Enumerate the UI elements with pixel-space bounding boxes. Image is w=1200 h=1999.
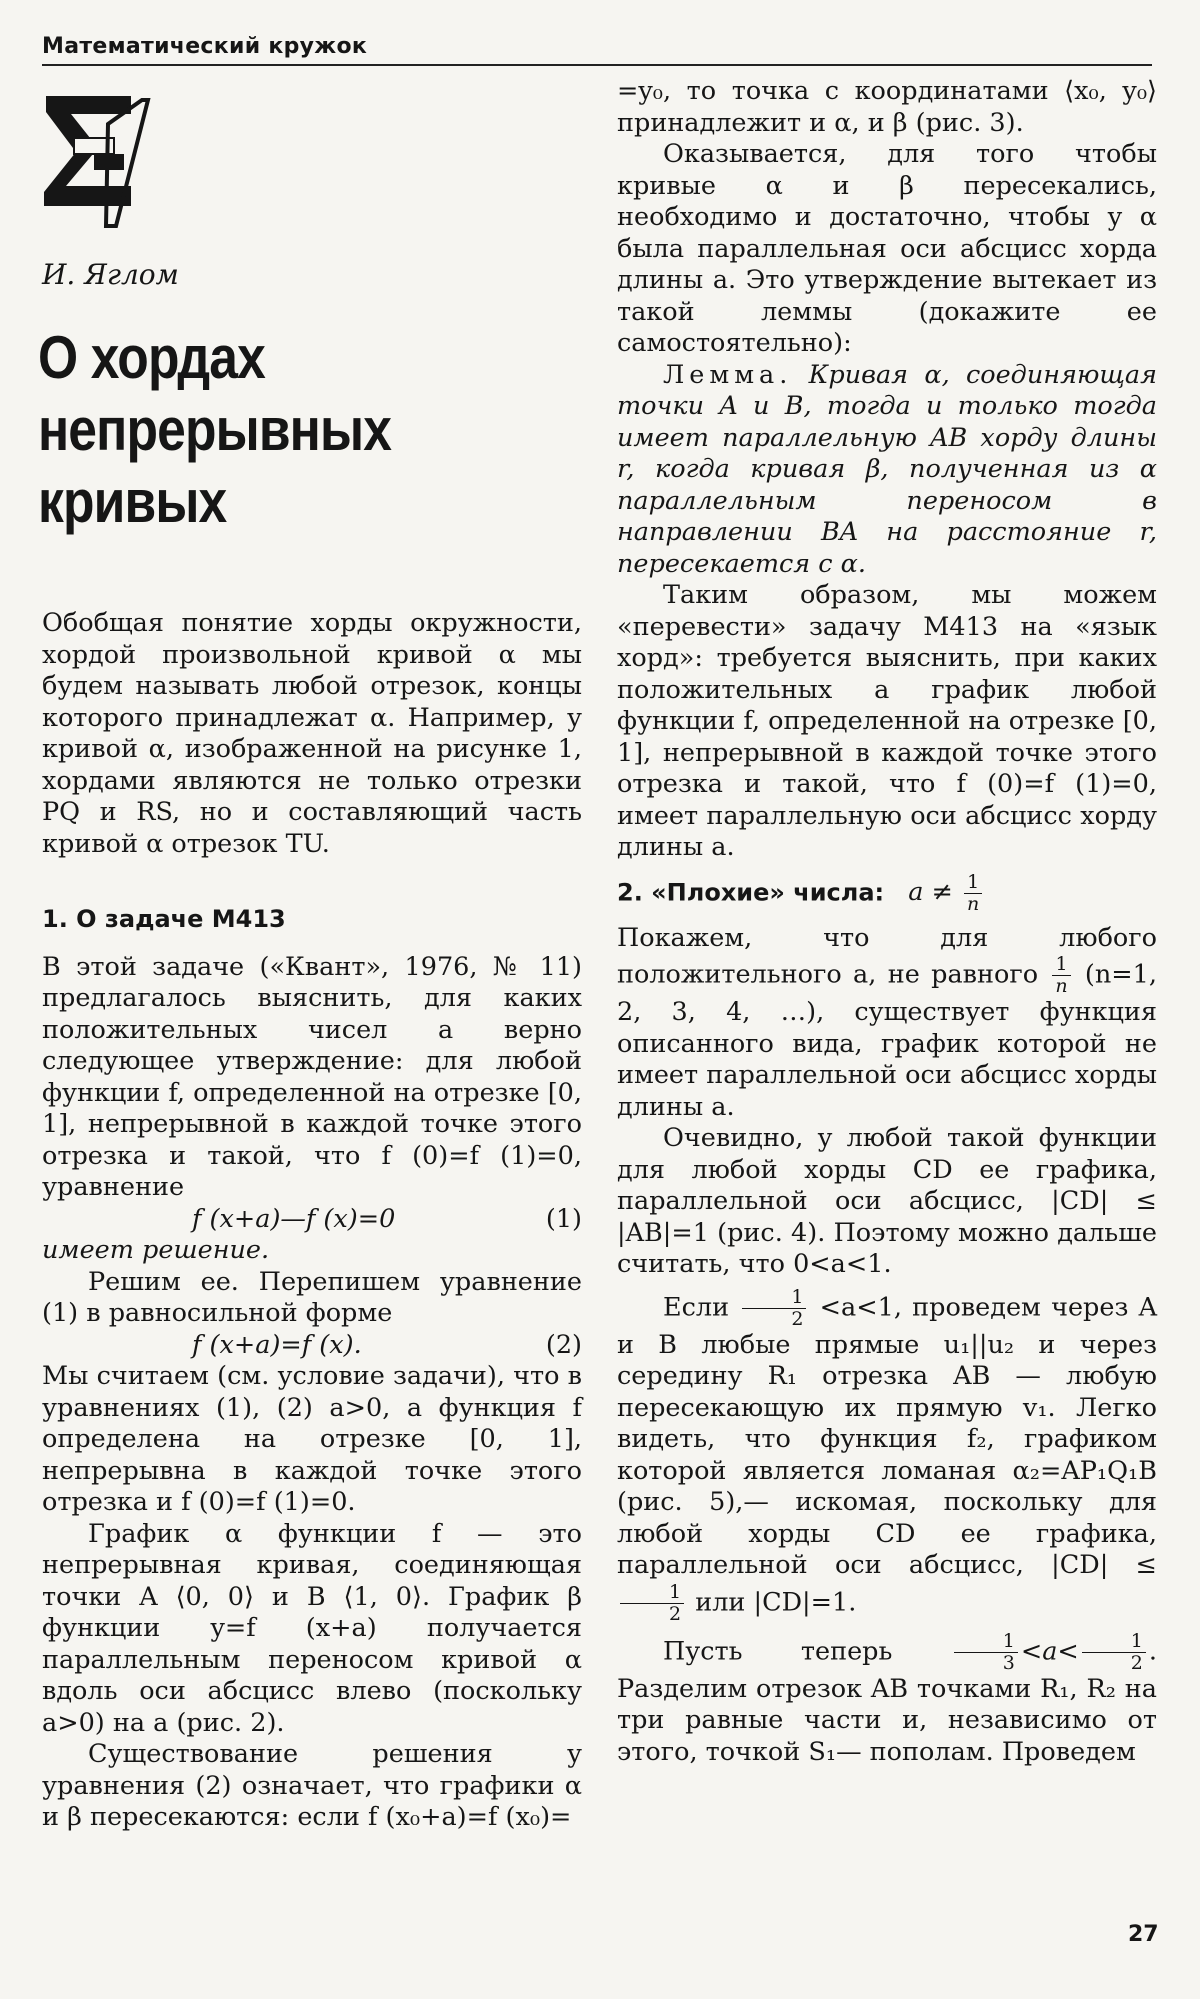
paragraph: имеет решение. [42, 1235, 270, 1265]
paragraph: Мы считаем (см. условие задачи), что в уравнениях (1), (2) a>0, а функция f определена на отрезке [0, 1], непрерывна в каждой точке этого отрезка и f (0)=f (1)=0. [42, 1361, 582, 1517]
lemma-label: Лемма. [663, 359, 793, 390]
formula-2: f (x+a)=f (x). (2) [192, 1329, 582, 1360]
article-title [38, 322, 391, 538]
right-column [617, 76, 1157, 1768]
left-column [42, 608, 582, 1834]
paragraph: В этой задаче («Квант», 1976, № 11) предлагалось выяснить, для каких положительных чисел a верно следующее утверждение: для любой функции f, определенной на отрезке [0, 1], непрерывной в каждой точке этого отрезка и такой, что f (0)=f (1)=0, уравнение [42, 951, 582, 1202]
fraction: $\frac{1}{n}$ [1052, 954, 1070, 997]
section2-heading: 2. «Плохие» числа: a ≠ $\frac{1}{n}$ [617, 872, 1157, 915]
sigma-logo-icon [36, 86, 156, 236]
header-rule [42, 64, 1152, 66]
paragraph: Таким образом, мы можем «перевести» задачу М413 на «язык хорд»: требуется выяснить, при каких положительных a график любой функции f, определенной на отрезке [0, 1], непрерывной в каждой точке этого отрезка и такой, что f (0)=f (1)=0, имеет параллельную оси абсцисс хорду длины a. [617, 580, 1157, 862]
fraction: $\frac{1}{2}$ [620, 1582, 684, 1625]
title-line: О хордах [38, 324, 265, 391]
paragraph: Оказывается, для того чтобы кривые α и β пересекались, необходимо и достаточно, чтобы у α была параллельная оси абсцисс хорда длины a. Это утверждение вытекает из такой леммы (докажите ее самостоятельно): [617, 139, 1157, 358]
paragraph: Существование решения у уравнения (2) означает, что графики α и β пересекаются: если f (x₀+a)=f (x₀)= [42, 1739, 582, 1832]
paragraph: =y₀, то точка с координатами ⟨x₀, y₀⟩ принадлежит и α, и β (рис. 3). [617, 76, 1157, 138]
paragraph: Пусть теперь $\frac{1}{3}$ <a< $\frac{1}{2}$ . Разделим отрезок AB точками R₁, R₂ на три равные части и, независимо от этого, точкой S₁— пополам. Проведем [617, 1629, 1157, 1767]
formula-1: f (x+a)—f (x)=0 (1) [192, 1203, 582, 1234]
section-header: Математический кружок [42, 34, 368, 59]
page-number: 27 [1128, 1922, 1159, 1947]
title-line: непрерывных [38, 396, 392, 463]
fraction: $\frac{1}{n}$ [964, 872, 982, 915]
paragraph: График α функции f — это непрерывная кривая, соединяющая точки A ⟨0, 0⟩ и B ⟨1, 0⟩. График β функции y=f (x+a) получается параллельным переносом кривой α вдоль оси абсцисс влево (поскольку a>0) на a (рис. 2). [42, 1518, 582, 1738]
fraction: $\frac{1}{2}$ [1082, 1631, 1146, 1674]
lemma [617, 360, 1157, 581]
article-author: И. Яглом [42, 258, 179, 291]
paragraph: Если $\frac{1}{2}$ <a<1, проведем через A и B любые прямые u₁||u₂ и через середину R₁ отрезка AB — любую пересекающую их прямую v₁. Легко видеть, что функция f₂, графиком которой является ломаная α₂=AP₁Q₁B (рис. 5),— искомая, поскольку для любой хорды CD ее графика, параллельной оси абсцисс, |CD| ≤ $\frac{1}{2}$ или |CD|=1. [617, 1285, 1158, 1625]
fraction: $\frac{1}{2}$ [742, 1287, 806, 1330]
paragraph: Решим ее. Перепишем уравнение (1) в равносильной форме [42, 1266, 582, 1328]
title-line: кривых [38, 468, 227, 535]
section1-heading: 1. О задаче М413 [42, 905, 286, 933]
paragraph: Покажем, что для любого положительного a, не равного $\frac{1}{n}$ (n=1, 2, 3, 4, …), существует функция описанного вида, график которой не имеет параллельной оси абсцисс хорды длины a. [617, 922, 1157, 1122]
paragraph: Очевидно, у любой такой функции для любой хорды CD ее графика, параллельной оси абсцисс, |CD| ≤ |AB|=1 (рис. 4). Поэтому можно дальше считать, что 0<a<1. [617, 1123, 1157, 1279]
lemma-text: Кривая α, соединяющая точки A и B, тогда и только тогда имеет параллельную AB хорду длины r, когда кривая β, полученная из α параллельным переносом в направлении BA на расстояние r, пересекается с α. [617, 359, 1158, 579]
intro-paragraph: Обобщая понятие хорды окружности, хордой произвольной кривой α мы будем называть любой отрезок, концы которого принадлежат α. Например, у кривой α, изображенной на рисунке 1, хордами являются не только отрезки PQ и RS, но и составляющий часть кривой α отрезок TU. [42, 608, 582, 859]
fraction: $\frac{1}{3}$ [954, 1631, 1018, 1674]
